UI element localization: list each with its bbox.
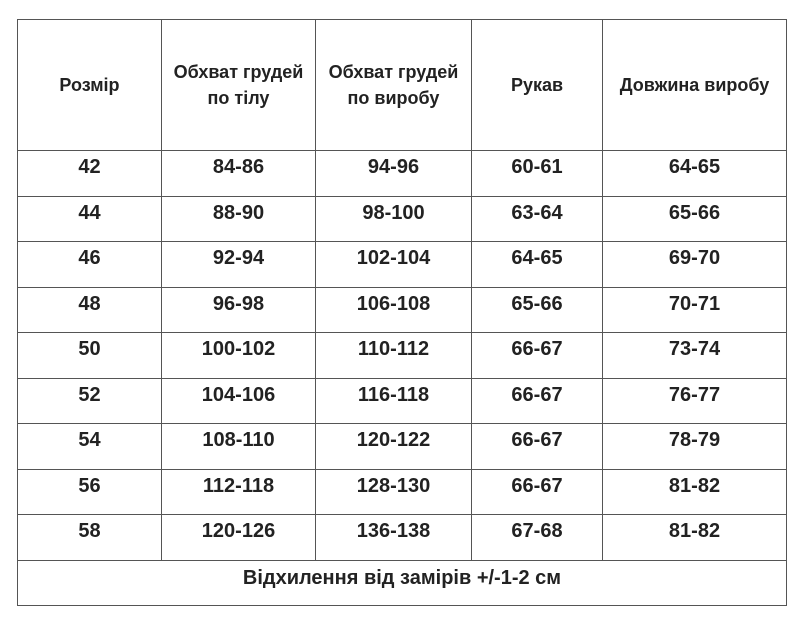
sleeve-cell: 66-67: [472, 333, 603, 379]
table-row: [18, 515, 787, 561]
table-row: [18, 333, 787, 379]
length-cell: 65-66: [603, 196, 787, 242]
header-length-label: Довжина виробу: [619, 75, 770, 95]
chest-body-cell: 108-110: [162, 424, 316, 470]
chest-garment-cell: 116-118: [316, 378, 472, 424]
size-cell: 58: [18, 515, 162, 561]
sleeve-cell: 60-61: [472, 151, 603, 197]
header-chest-garment-line2: по виробу: [347, 88, 440, 108]
header-length: [603, 20, 787, 151]
size-cell: 52: [18, 378, 162, 424]
chest-body-cell: 84-86: [162, 151, 316, 197]
length-cell: 81-82: [603, 515, 787, 561]
size-cell: 44: [18, 196, 162, 242]
sleeve-cell: 64-65: [472, 242, 603, 288]
header-size-label: Розмір: [59, 75, 120, 95]
header-chest-body-line2: по тілу: [207, 88, 270, 108]
chest-body-cell: 104-106: [162, 378, 316, 424]
length-cell: 76-77: [603, 378, 787, 424]
chest-garment-cell: 110-112: [316, 333, 472, 379]
table-row: [18, 242, 787, 288]
sleeve-cell: 65-66: [472, 287, 603, 333]
note-row: [18, 560, 787, 605]
header-chest-garment-line1: Обхват грудей: [328, 62, 459, 82]
sleeve-cell: 63-64: [472, 196, 603, 242]
table-row: [18, 151, 787, 197]
length-cell: 78-79: [603, 424, 787, 470]
header-chest-body: [162, 20, 316, 151]
table-row: [18, 378, 787, 424]
size-cell: 50: [18, 333, 162, 379]
size-cell: 46: [18, 242, 162, 288]
header-size: [18, 20, 162, 151]
chest-garment-cell: 120-122: [316, 424, 472, 470]
sleeve-cell: 66-67: [472, 378, 603, 424]
chest-garment-cell: 102-104: [316, 242, 472, 288]
size-cell: 48: [18, 287, 162, 333]
size-cell: 54: [18, 424, 162, 470]
chest-body-cell: 100-102: [162, 333, 316, 379]
chest-body-cell: 92-94: [162, 242, 316, 288]
size-table: [17, 19, 787, 606]
header-chest-body-line1: Обхват грудей: [173, 62, 304, 82]
chest-garment-cell: 106-108: [316, 287, 472, 333]
chest-body-cell: 120-126: [162, 515, 316, 561]
size-cell: 42: [18, 151, 162, 197]
deviation-note: Відхилення від замірів +/-1-2 см: [18, 560, 787, 605]
header-row: [18, 20, 787, 151]
chest-garment-cell: 136-138: [316, 515, 472, 561]
sleeve-cell: 66-67: [472, 424, 603, 470]
length-cell: 81-82: [603, 469, 787, 515]
length-cell: 73-74: [603, 333, 787, 379]
sleeve-cell: 67-68: [472, 515, 603, 561]
chest-body-cell: 112-118: [162, 469, 316, 515]
table-body: [18, 151, 787, 561]
chest-garment-cell: 94-96: [316, 151, 472, 197]
chest-body-cell: 88-90: [162, 196, 316, 242]
sleeve-cell: 66-67: [472, 469, 603, 515]
chest-garment-cell: 98-100: [316, 196, 472, 242]
table-row: [18, 469, 787, 515]
chest-body-cell: 96-98: [162, 287, 316, 333]
table-row: [18, 287, 787, 333]
length-cell: 64-65: [603, 151, 787, 197]
length-cell: 69-70: [603, 242, 787, 288]
size-cell: 56: [18, 469, 162, 515]
header-sleeve: [472, 20, 603, 151]
header-chest-garment: [316, 20, 472, 151]
length-cell: 70-71: [603, 287, 787, 333]
table-row: [18, 424, 787, 470]
chest-garment-cell: 128-130: [316, 469, 472, 515]
table-row: [18, 196, 787, 242]
header-sleeve-label: Рукав: [510, 75, 564, 95]
